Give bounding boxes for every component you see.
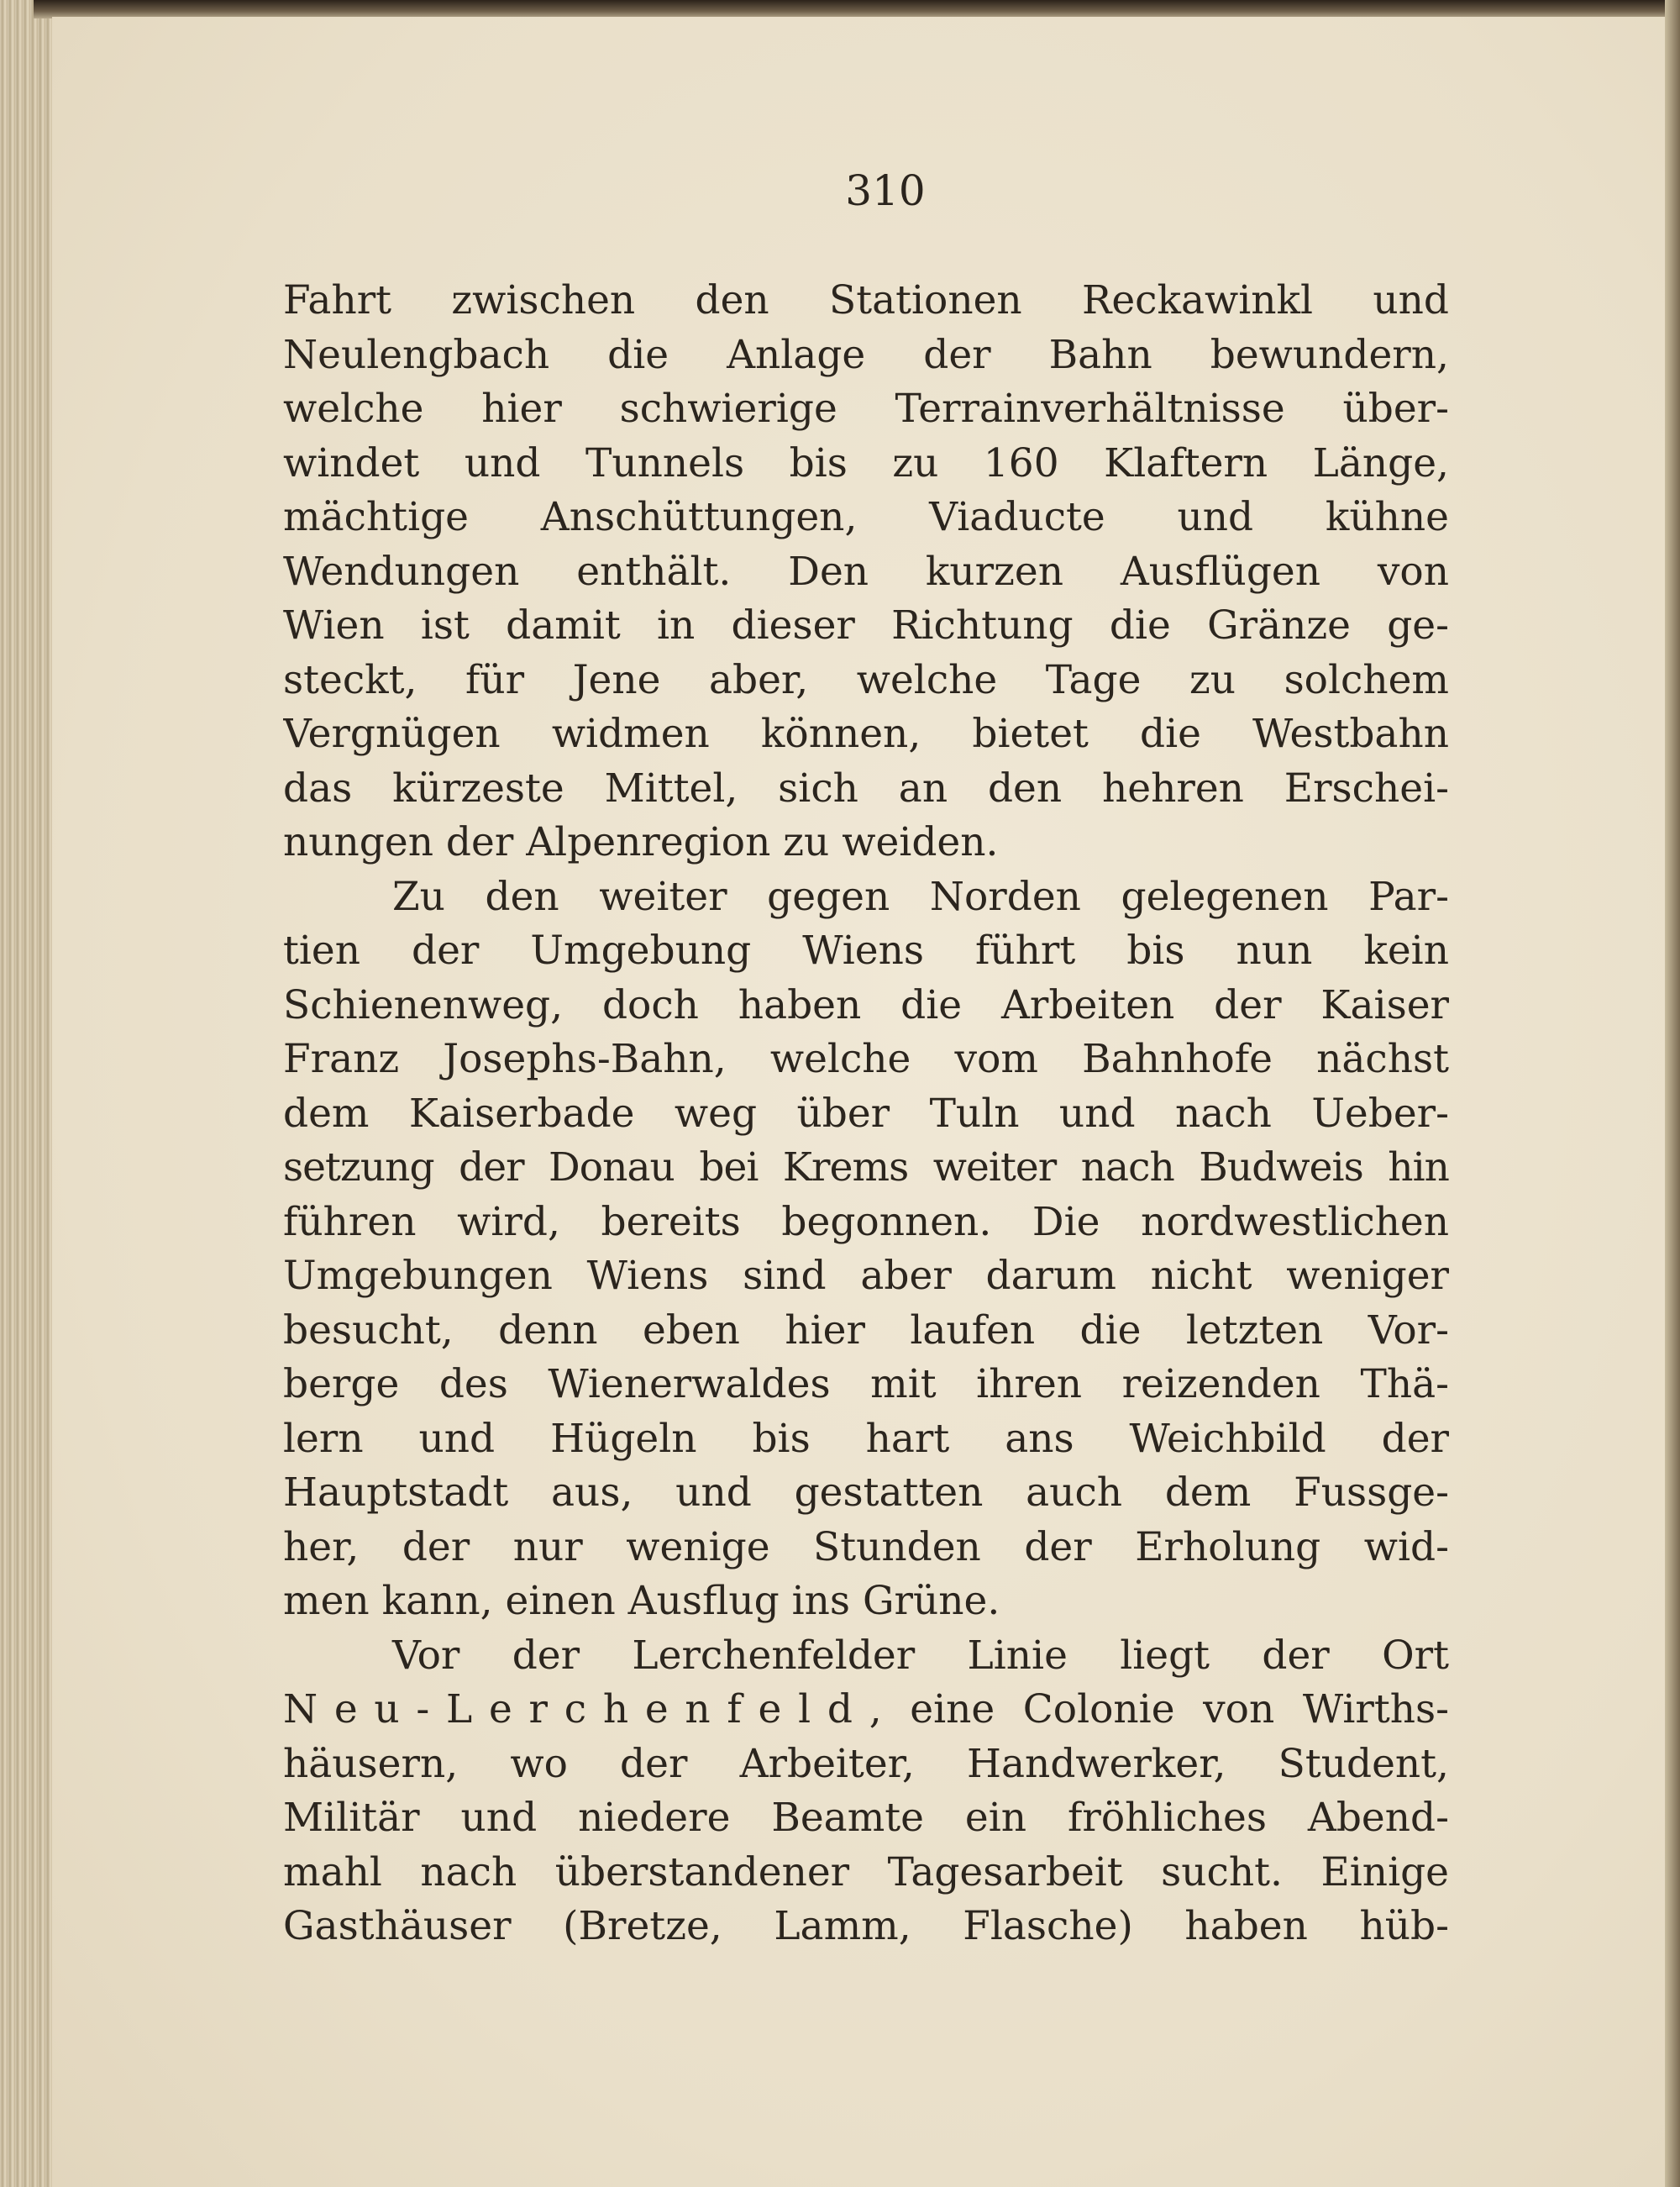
- text-line: führen wird, bereits begonnen. Die nordwestlichen: [283, 1198, 1449, 1245]
- text-line: Gasthäuser (Bretze, Lamm, Flasche) haben hüb-: [283, 1903, 1449, 1949]
- text-line: her, der nur wenige Stunden der Erholung wid-: [283, 1523, 1449, 1570]
- text-line: windet und Tunnels bis zu 160 Klaftern Länge,: [283, 439, 1449, 486]
- text-line: Hauptstadt aus, und gestatten auch dem Fussge-: [283, 1469, 1449, 1516]
- text-line-rest: , eine Colonie von Wirths-: [869, 1686, 1449, 1732]
- text-line: das kürzeste Mittel, sich an den hehren Erschei-: [283, 765, 1449, 812]
- text-line: welche hier schwierige Terrainverhältnisse über-: [283, 386, 1449, 432]
- text-line: lern und Hügeln bis hart ans Weichbild der: [283, 1415, 1449, 1462]
- spaced-place-name: Neu-Lerchenfeld: [283, 1686, 869, 1732]
- text-line: Zu den weiter gegen Norden gelegenen Par-: [392, 873, 1449, 920]
- text-line: Neulengbach die Anlage der Bahn bewundern,: [283, 331, 1449, 378]
- text-line: tien der Umgebung Wiens führt bis nun kein: [283, 928, 1449, 974]
- text-line: Vor der Lerchenfelder Linie liegt der Ort: [392, 1632, 1449, 1679]
- text-line: Franz Josephs-Bahn, welche vom Bahnhofe nächst: [283, 1036, 1449, 1082]
- text-line: Vergnügen widmen können, bietet die Westbahn: [283, 711, 1449, 757]
- page-number: 310: [845, 166, 926, 215]
- text-line: berge des Wienerwaldes mit ihren reizenden Thä-: [283, 1361, 1449, 1407]
- text-line: nungen der Alpenregion zu weiden.: [283, 819, 999, 865]
- text-line: dem Kaiserbade weg über Tuln und nach Ueber-: [283, 1090, 1449, 1137]
- text-line: setzung der Donau bei Krems weiter nach Budweis hin: [283, 1144, 1449, 1191]
- top-edge: [34, 0, 1680, 18]
- text-line: Militär und niedere Beamte ein fröhliches Abend-: [283, 1795, 1449, 1841]
- text-line: steckt, für Jene aber, welche Tage zu solchem: [283, 656, 1449, 703]
- text-line: häusern, wo der Arbeiter, Handwerker, Student,: [283, 1740, 1449, 1787]
- text-line: mahl nach überstandener Tagesarbeit sucht. Einige: [283, 1848, 1449, 1895]
- text-line: Schienenweg, doch haben die Arbeiten der Kaiser: [283, 981, 1449, 1028]
- text-line: Wendungen enthält. Den kurzen Ausflügen von: [283, 548, 1449, 595]
- right-edge: [1665, 0, 1680, 2187]
- text-line: mächtige Anschüttungen, Viaducte und kühne: [283, 494, 1449, 540]
- body-text: [283, 274, 1449, 1954]
- text-line: men kann, einen Ausflug ins Grüne.: [283, 1578, 1000, 1624]
- text-line: Wien ist damit in dieser Richtung die Gränze ge-: [283, 602, 1449, 649]
- text-line: Umgebungen Wiens sind aber darum nicht weniger: [283, 1253, 1449, 1299]
- page-edges: [0, 0, 59, 2187]
- book-page: [52, 17, 1665, 2187]
- text-line: Fahrt zwischen den Stationen Reckawinkl und: [283, 277, 1449, 323]
- text-line: besucht, denn eben hier laufen die letzten Vor-: [283, 1306, 1449, 1354]
- text-line: [283, 1683, 1449, 1738]
